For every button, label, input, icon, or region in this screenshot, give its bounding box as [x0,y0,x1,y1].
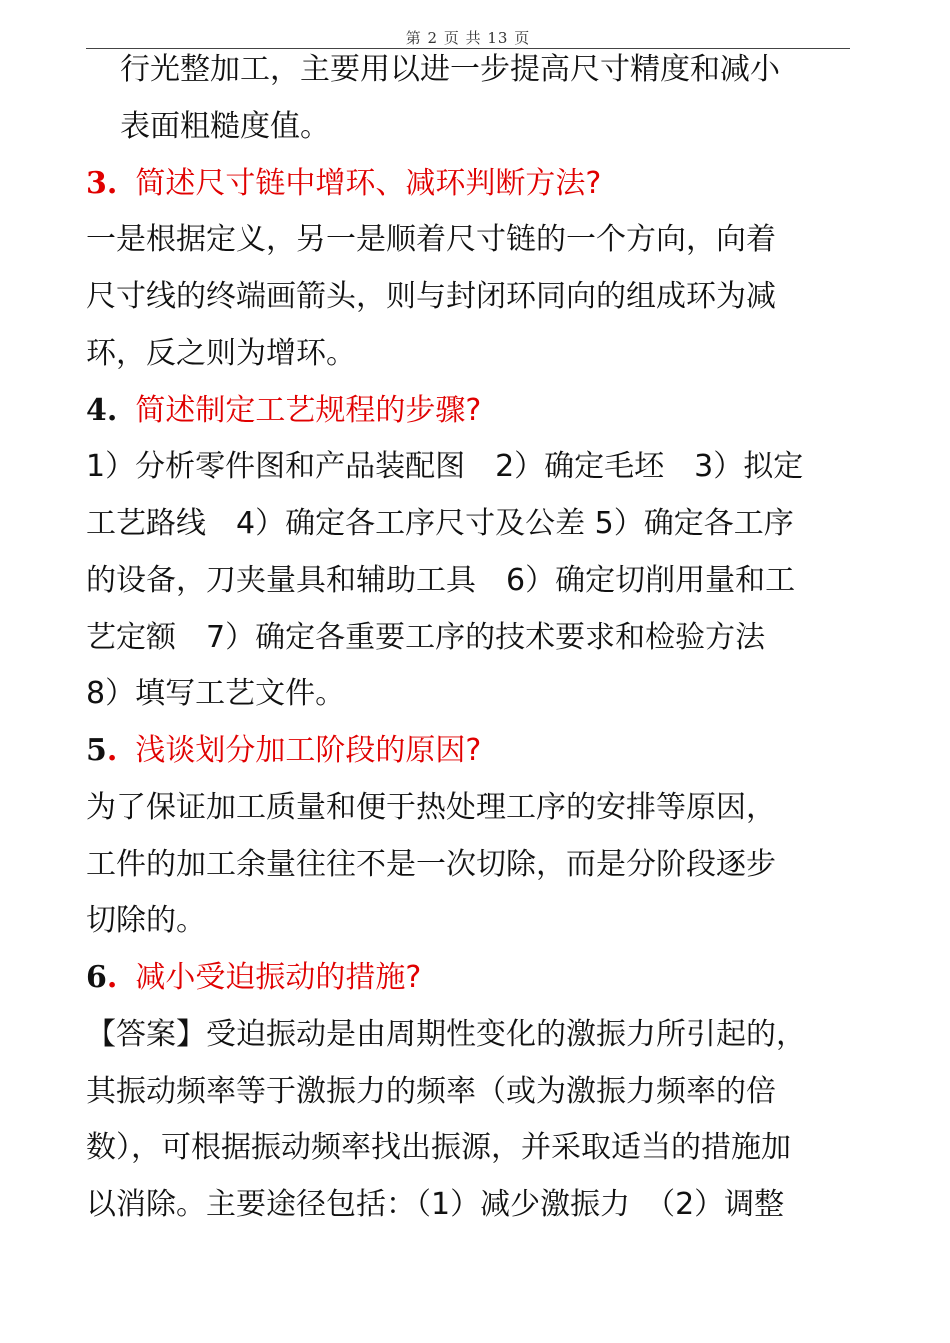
body-line: 数），可根据振动频率找出振源，并采取适当的措施加 [86,1130,791,1166]
body-line: 切除的。 [86,903,206,939]
question-number-dot: . [106,733,118,768]
page-number-header: 第 2 页 共 13 页 [405,29,531,47]
question-text: 减小受迫振动的措施? [135,960,422,995]
body-line: 为了保证加工质量和便于热处理工序的安排等原因， [86,789,776,825]
body-line: 表面粗糙度值。 [120,108,330,144]
body-line: 8）填写工艺文件。 [86,676,346,712]
body-line: 一是根据定义，另一是顺着尺寸链的一个方向，向着 [86,222,776,258]
body-line: 环，反之则为增环。 [86,335,356,371]
body-line: 1）分析零件图和产品装配图 2）确定毛坯 3）拟定 [86,449,804,485]
body-line: 工件的加工余量往往不是一次切除，而是分阶段逐步 [86,846,776,882]
question-number: 4 [86,392,107,428]
body-line: 以消除。主要途径包括：（1）减少激振力 （2）调整 [86,1187,785,1222]
question-number: 3 [86,165,107,201]
body-line: 艺定额 7）确定各重要工序的技术要求和检验方法 [86,619,766,655]
document-body [86,42,850,1234]
question-number: 5 [86,733,107,768]
question-text: 浅谈划分加工阶段的原因? [135,733,482,768]
body-line: 工艺路线 4）确定各工序尺寸及公差 5）确定各工序 [86,506,794,541]
question-heading-3 [86,156,850,213]
question-number: 6 [86,960,107,995]
question-text: 简述尺寸链中增环、减环判断方法? [135,165,602,201]
question-text: 简述制定工艺规程的步骤? [135,392,482,428]
question-heading-5 [86,723,850,780]
question-heading-4 [86,383,850,440]
body-line: 其振动频率等于激振力的频率（或为激振力频率的倍 [86,1073,776,1109]
body-line: 的设备，刀夹量具和辅助工具 6）确定切削用量和工 [86,562,796,598]
body-line: 【答案】受迫振动是由周期性变化的激振力所引起的， [86,1016,806,1052]
question-number-dot: . [106,392,118,428]
question-number-dot: . [106,165,118,201]
question-number-dot: . [106,960,118,995]
question-heading-6 [86,950,850,1007]
body-line: 行光整加工，主要用以进一步提高尺寸精度和减小 [120,52,780,87]
body-line: 尺寸线的终端画箭头，则与封闭环同向的组成环为减 [86,279,776,314]
